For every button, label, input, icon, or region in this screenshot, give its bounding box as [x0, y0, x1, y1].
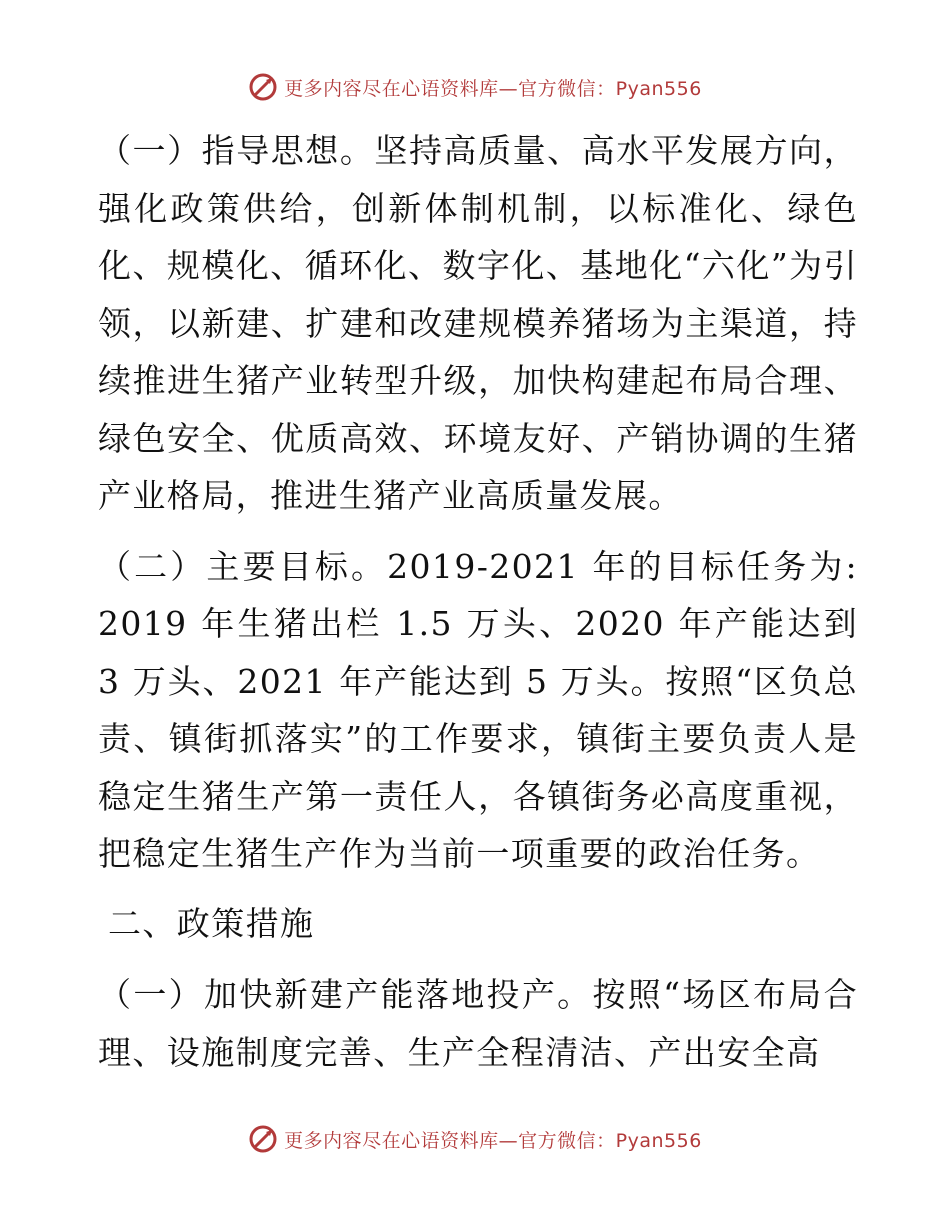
paragraph-new-capacity: （一）加快新建产能落地投产。按照“场区布局合理、设施制度完善、生产全程清洁、产出安全高 — [98, 975, 858, 1072]
paragraph-main-goals: （二）主要目标。2019-2021 年的目标任务为: 2019 年生猪出栏 1.5 万头、2020 年产能达到 3 万头、2021 年产能达到 5 万头。按照“区负总责、镇街抓落实”的工作要求，镇街主要负责人是稳定生猪生产第一责任人，各镇街务必高度重视，把稳定生猪生产作为当前一项重要的政治任务。 — [98, 546, 858, 873]
quill-circle-logo-icon — [248, 1124, 278, 1154]
watermark-text: 更多内容尽在心语资料库—官方微信：Pyan556 — [284, 1129, 702, 1152]
watermark-header — [0, 72, 950, 102]
watermark-text: 更多内容尽在心语资料库—官方微信：Pyan556 — [284, 77, 702, 100]
section-heading-policy-measures: 二、政策措施 — [108, 903, 315, 943]
document-body — [98, 122, 858, 1081]
quill-circle-logo-icon — [248, 72, 278, 102]
watermark-footer — [0, 1124, 950, 1154]
paragraph-guiding-ideology: （一）指导思想。坚持高质量、高水平发展方向，强化政策供给，创新体制机制，以标准化、绿色化、规模化、循环化、数字化、基地化“六化”为引领，以新建、扩建和改建规模养猪场为主渠道，持续推进生猪产业转型升级，加快构建起布局合理、绿色安全、优质高效、环境友好、产销协调的生猪产业格局，推进生猪产业高质量发展。 — [98, 131, 858, 515]
